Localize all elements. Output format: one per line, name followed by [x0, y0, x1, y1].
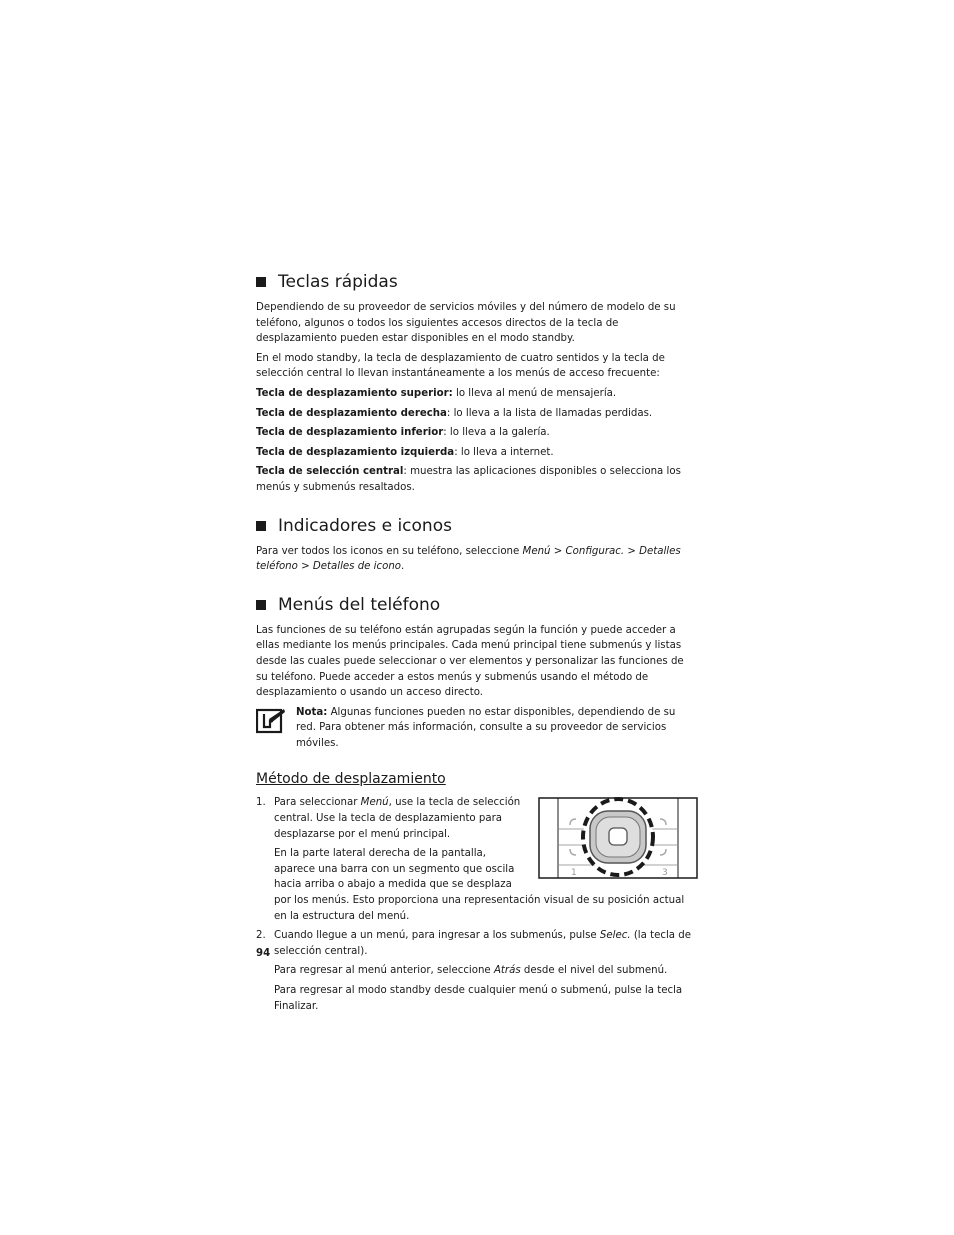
shortcut-label: Tecla de desplazamiento derecha	[256, 407, 447, 419]
step-number: 2.	[256, 930, 266, 942]
shortcut-text: : lo lleva a la galería.	[443, 427, 550, 439]
menu-path: Menú	[360, 797, 389, 809]
text: Cuando llegue a un menú, para ingresar a los submenús, pulse	[274, 930, 600, 942]
keypad-key-1: 1	[571, 868, 577, 879]
text: >	[624, 545, 640, 557]
menu-path: Configurac.	[565, 545, 625, 557]
paragraph: Dependiendo de su proveedor de servicios móviles y del número de modelo de su teléfono, algunos o todos los siguientes accesos directos de la tecla de desplazamiento pueden estar disponibles en el modo standby.	[256, 302, 676, 345]
heading-indicadores	[256, 514, 698, 538]
note-body: Algunas funciones pueden no estar disponibles, dependiendo de su red. Para obtener más información, consulte a su proveedor de servicios móviles.	[296, 706, 676, 749]
paragraph	[274, 963, 698, 979]
shortcut-label: Tecla de desplazamiento izquierda	[256, 446, 455, 458]
heading-menus	[256, 593, 698, 617]
text: (la tecla de selección central).	[274, 930, 692, 957]
shortcut-label: Tecla de selección central	[256, 466, 404, 478]
text: Para seleccionar	[274, 797, 361, 809]
text: desde el nivel del submenú.	[520, 965, 668, 977]
paragraph	[256, 544, 698, 575]
menu-path: Atrás	[493, 965, 521, 977]
step-body	[274, 928, 698, 1018]
paragraph: Las funciones de su teléfono están agrupadas según la función y puede acceder a ellas mediante los menús principales. Cada menú principal tiene submenús y listas desde las cuales puede seleccionar o ver elementos y personalizar las funciones de su teléfono. Puede acceder a estos menús y submenús usando el método de desplazamiento o usando un acceso directo.	[256, 624, 684, 699]
shortcut-text: lo lleva al menú de mensajería.	[452, 387, 617, 399]
keypad-key-3: 3	[662, 868, 668, 879]
paragraph	[274, 928, 698, 959]
heading-text: Teclas rápidas	[278, 272, 398, 292]
shortcut-item	[256, 425, 698, 441]
shortcut-text: : muestra las aplicaciones disponibles o selecciona los menús y submenús resaltados.	[256, 466, 681, 493]
shortcut-item	[256, 464, 698, 495]
shortcut-label: Tecla de desplazamiento superior:	[256, 387, 453, 399]
menu-path: Selec.	[599, 930, 631, 942]
menu-path: Menú	[522, 545, 551, 557]
text: >	[550, 545, 566, 557]
heading-text: Menús del teléfono	[278, 594, 441, 615]
heading-teclas-rapidas	[256, 270, 698, 294]
shortcut-item	[256, 386, 698, 402]
step-number: 1.	[256, 797, 266, 809]
square-bullet-icon	[256, 600, 266, 610]
shortcut-label: Tecla de desplazamiento inferior	[256, 427, 444, 439]
text: Para regresar al menú anterior, seleccione	[274, 965, 494, 977]
shortcut-text: : lo lleva a la lista de llamadas perdidas.	[446, 407, 653, 419]
paragraph: En el modo standby, la tecla de desplazamiento de cuatro sentidos y la tecla de selección central lo llevan instantáneamente a los menús de acceso frecuente:	[256, 352, 665, 380]
note-label: Nota:	[296, 706, 328, 718]
note-text	[296, 705, 698, 752]
page-content	[256, 270, 698, 1018]
menu-path: Detalles teléfono	[256, 545, 681, 573]
keypad-illustration	[538, 797, 698, 879]
square-bullet-icon	[256, 277, 266, 287]
list-item	[256, 928, 698, 1018]
shortcut-item	[256, 445, 698, 461]
menu-path: Detalles de icono	[312, 561, 402, 573]
list-item	[256, 795, 698, 928]
note-icon	[256, 706, 286, 736]
page-number: 94	[256, 948, 271, 959]
heading-metodo: Método de desplazamiento	[256, 771, 446, 788]
heading-text: Indicadores e iconos	[278, 515, 452, 536]
paragraph: En la parte lateral derecha de la pantalla, aparece una barra con un segmento que oscila hacia arriba o abajo a medida que se desplaza por los menús. Esto proporciona una representación visual de su posición actual en la estructura del menú.	[274, 848, 685, 922]
paragraph: Para regresar al modo standby desde cualquier menú o submenú, pulse la tecla Finalizar.	[274, 985, 683, 1012]
text: , use la tecla de selección central. Use la tecla de desplazamiento para desplazarse por el menú principal.	[274, 797, 521, 840]
step-body	[274, 795, 698, 928]
square-bullet-icon	[256, 521, 266, 531]
shortcut-item	[256, 406, 698, 422]
note-box	[256, 705, 698, 756]
text: Para ver todos los iconos en su teléfono, seleccione	[256, 545, 523, 557]
text: .	[401, 561, 405, 573]
text: >	[297, 561, 313, 573]
shortcut-text: : lo lleva a internet.	[454, 446, 554, 458]
